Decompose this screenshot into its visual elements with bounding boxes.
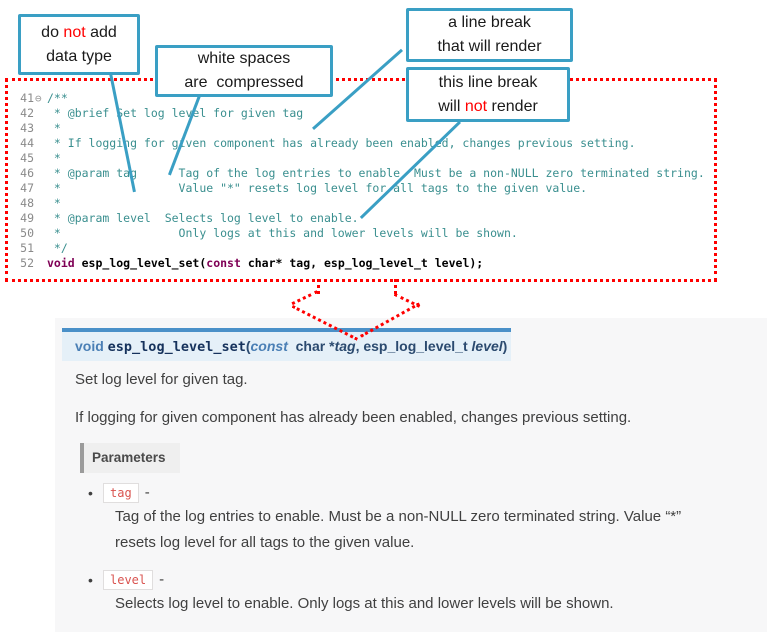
code-text: * @param tag Tag of the log entries to enable. Must be a non-NULL zero terminated string.	[47, 166, 705, 180]
parameters-header: Parameters	[80, 443, 180, 473]
code-text: * @brief Set log level for given tag	[47, 106, 304, 120]
param-desc: Tag of the log entries to enable. Must be a non-NULL zero terminated string. Value “*”	[115, 508, 682, 525]
code-text: *	[47, 151, 61, 165]
line-number: 41	[20, 91, 34, 105]
fold-collapse-icon[interactable]: ⊖	[35, 92, 42, 105]
line-number: 50	[20, 226, 34, 240]
signature-segment: tag	[334, 338, 356, 354]
callout-text: this line break	[438, 73, 538, 91]
signature-segment: void	[75, 338, 108, 354]
signature-segment: (	[245, 338, 251, 354]
callout-text: are compressed	[184, 74, 304, 91]
param-name-chip: level	[103, 570, 153, 590]
line-number: 49	[20, 211, 34, 225]
param-list-item	[103, 570, 164, 590]
code-text: */	[47, 241, 68, 255]
annotation-callout-no-datatype	[18, 14, 140, 75]
param-list-item	[103, 483, 150, 503]
callout-text: that will render	[437, 38, 542, 55]
code-line-45[interactable]	[8, 151, 714, 166]
code-text: * @param level Selects log level to enable.	[47, 211, 359, 225]
code-line-42[interactable]	[8, 106, 714, 121]
annotation-callout-whitespace	[155, 45, 333, 97]
signature-segment: char *	[287, 338, 335, 354]
code-line-50[interactable]	[8, 226, 714, 241]
callout-text: a line break	[448, 14, 531, 31]
line-number: 48	[20, 196, 34, 210]
code-line-48[interactable]	[8, 196, 714, 211]
description-text: If logging for given component has already been enabled, changes previous setting.	[75, 409, 632, 426]
param-dash: -	[144, 484, 150, 501]
code-editor-region[interactable]	[8, 91, 714, 271]
param-name-chip: tag	[103, 483, 139, 503]
signature-segment: , esp_log_level_t	[355, 338, 472, 354]
code-line-44[interactable]	[8, 136, 714, 151]
signature-segment: level	[471, 338, 503, 354]
code-text: * Value "*" resets log level for all tags to the given value.	[47, 181, 588, 195]
red-dotted-frame	[5, 78, 717, 282]
annotation-callout-break-renders	[406, 8, 573, 62]
signature-segment: esp_log_level_set	[107, 339, 246, 355]
param-dash: -	[159, 571, 165, 588]
code-text: *	[47, 196, 61, 210]
param-desc: Selects log level to enable. Only logs at this and lower levels will be shown.	[115, 595, 614, 612]
function-signature-bar	[62, 328, 511, 361]
line-number: 46	[20, 166, 34, 180]
bullet-icon: •	[88, 572, 93, 588]
code-line-43[interactable]	[8, 121, 714, 136]
line-number: 52	[20, 256, 34, 270]
code-text: *	[47, 121, 61, 135]
callout-text: data type	[46, 47, 112, 65]
callout-text: will not render	[438, 97, 538, 115]
line-number: 42	[20, 106, 34, 120]
line-number: 47	[20, 181, 34, 195]
code-line-51[interactable]	[8, 241, 714, 256]
code-text: /**	[47, 91, 68, 105]
annotation-callout-break-not-render	[406, 67, 570, 122]
signature-segment: const	[250, 338, 288, 354]
bullet-icon: •	[88, 485, 93, 501]
code-text: * Only logs at this and lower levels will be shown.	[47, 226, 518, 240]
transform-arrow-segment	[291, 290, 318, 305]
line-number: 44	[20, 136, 34, 150]
line-number: 43	[20, 121, 34, 135]
callout-text: white spaces	[197, 50, 291, 67]
callout-text: do not add	[41, 23, 117, 41]
doc-panel	[55, 318, 767, 632]
line-number: 51	[20, 241, 34, 255]
signature-segment: )	[502, 338, 508, 354]
code-line-46[interactable]	[8, 166, 714, 181]
code-text: * If logging for given component has already been enabled, changes previous setting.	[47, 136, 636, 150]
param-desc: resets log level for all tags to the given value.	[115, 534, 415, 551]
code-line-52[interactable]	[8, 256, 714, 271]
brief-text: Set log level for given tag.	[75, 371, 248, 388]
line-number: 45	[20, 151, 34, 165]
code-line-47[interactable]	[8, 181, 714, 196]
code-text: void esp_log_level_set(const char* tag, esp_log_level_t level);	[47, 256, 484, 270]
